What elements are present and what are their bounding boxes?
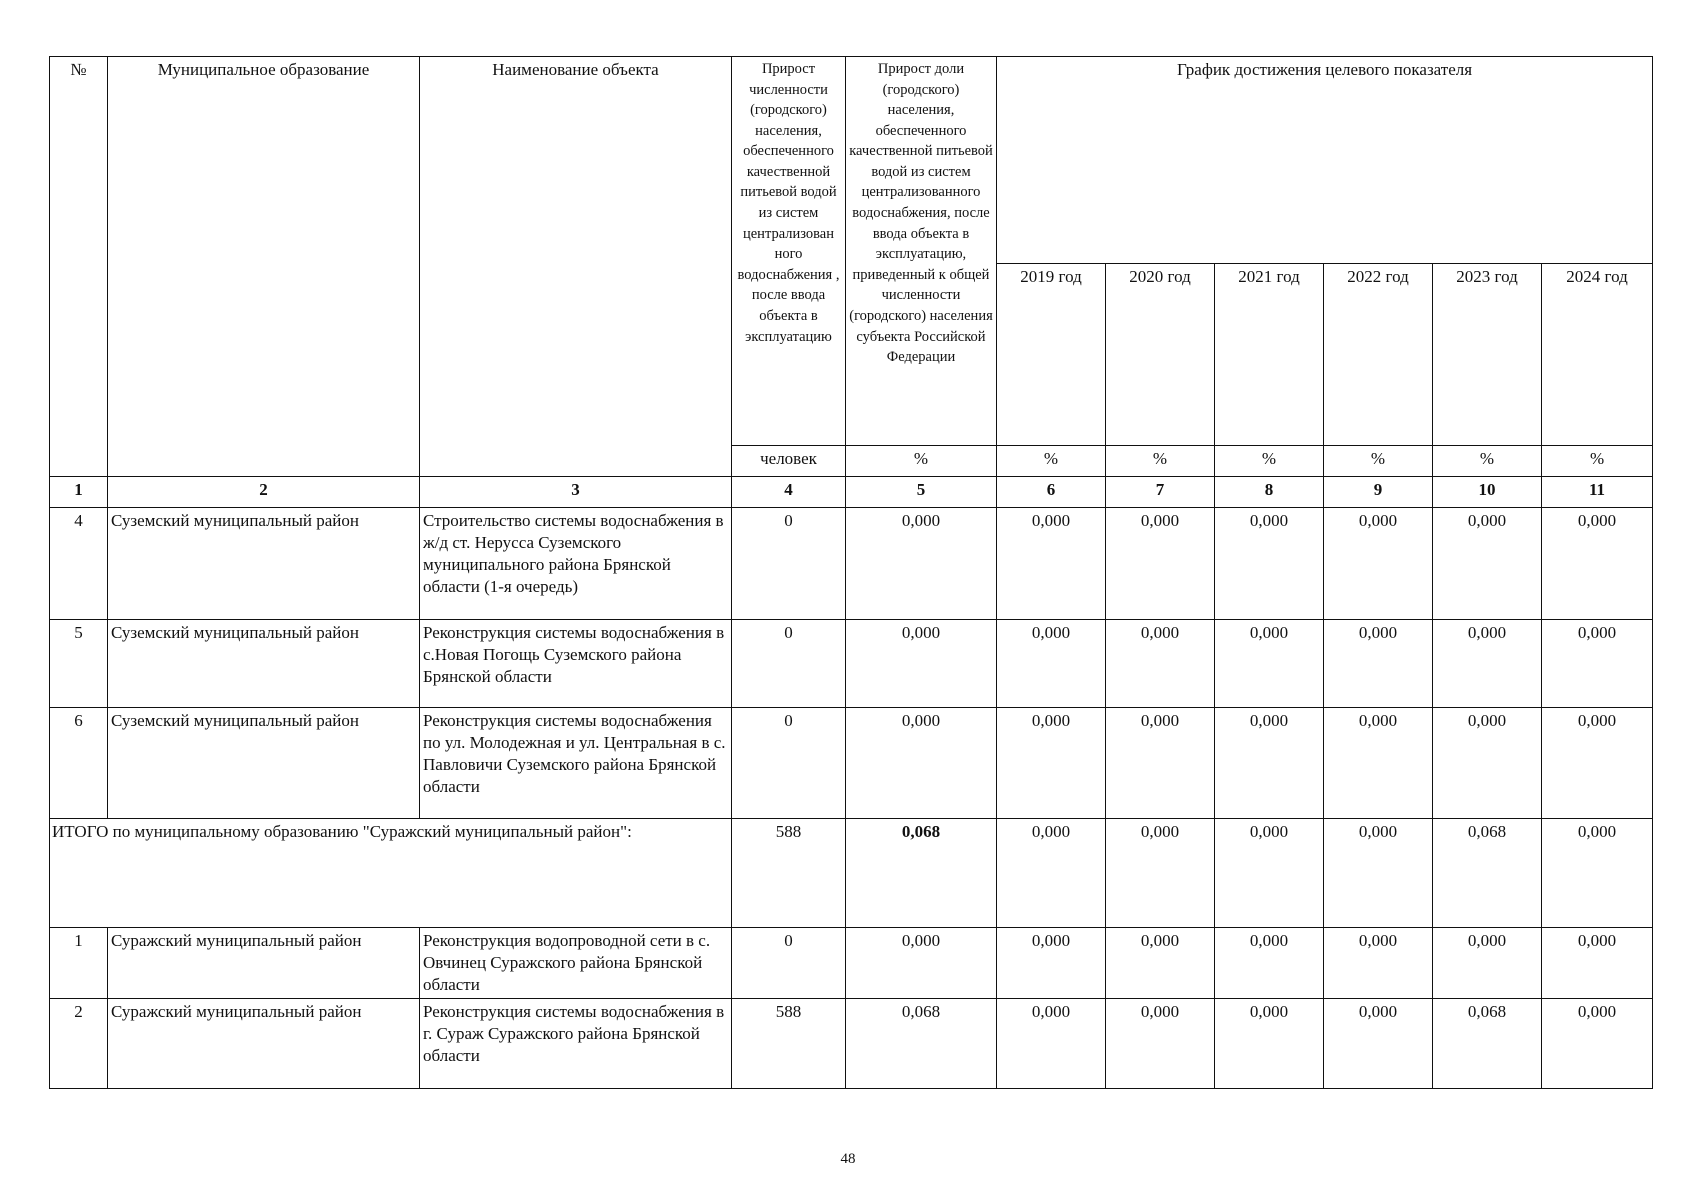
table-row — [50, 928, 1653, 999]
header-year-2019: 2019 год — [997, 264, 1106, 446]
table-row — [50, 620, 1653, 708]
row-year-value: 0,000 — [1324, 708, 1433, 819]
row-number: 1 — [50, 928, 108, 999]
row-year-value: 0,000 — [1106, 928, 1215, 999]
row-year-value: 0,000 — [1542, 620, 1653, 708]
total-label: ИТОГО по муниципальному образованию "Суражский муниципальный район": — [50, 819, 732, 928]
row-municipality: Суземский муниципальный район — [108, 508, 420, 620]
row-object: Реконструкция системы водоснабжения в г. Сураж Суражского района Брянской области — [420, 999, 732, 1089]
row-year-value: 0,068 — [1433, 999, 1542, 1089]
row-year-value: 0,000 — [1215, 928, 1324, 999]
total-row — [50, 819, 1653, 928]
row-number: 5 — [50, 620, 108, 708]
page-number: 48 — [840, 1151, 856, 1167]
column-number: 9 — [1324, 477, 1433, 508]
header-year-2020: 2020 год — [1106, 264, 1215, 446]
header-object-name: Наименование объекта — [420, 57, 732, 477]
row-year-value: 0,000 — [1215, 708, 1324, 819]
row-year-value: 0,000 — [1106, 708, 1215, 819]
unit-percent: % — [1433, 446, 1542, 477]
row-year-value: 0,000 — [1215, 999, 1324, 1089]
row-year-value: 0,000 — [1215, 508, 1324, 620]
header-year-2023: 2023 год — [1433, 264, 1542, 446]
table-row — [50, 508, 1653, 620]
header-year-2021: 2021 год — [1215, 264, 1324, 446]
row-year-value: 0,000 — [997, 928, 1106, 999]
header-number: № — [50, 57, 108, 477]
row-year-value: 0,000 — [1106, 999, 1215, 1089]
row-people: 0 — [732, 928, 846, 999]
row-year-value: 0,000 — [997, 999, 1106, 1089]
unit-people: человек — [732, 446, 846, 477]
column-number: 10 — [1433, 477, 1542, 508]
header-year-2022: 2022 год — [1324, 264, 1433, 446]
total-year-value: 0,000 — [1542, 819, 1653, 928]
row-year-value: 0,000 — [1106, 620, 1215, 708]
total-share: 0,068 — [846, 819, 997, 928]
header-share-growth: Прирост доли (городского) населения, обеспеченного качественной питьевой водой из систем централизованного водоснабжения, после ввода объекта в эксплуатацию, приведенный к общей численности (городского) населения субъекта Российской Федерации — [846, 57, 997, 446]
total-year-value: 0,068 — [1433, 819, 1542, 928]
column-number: 7 — [1106, 477, 1215, 508]
column-number: 2 — [108, 477, 420, 508]
row-number: 6 — [50, 708, 108, 819]
row-year-value: 0,000 — [1433, 708, 1542, 819]
row-year-value: 0,000 — [1433, 620, 1542, 708]
row-share: 0,000 — [846, 928, 997, 999]
row-object: Реконструкция водопроводной сети в с. Овчинец Суражского района Брянской области — [420, 928, 732, 999]
column-number-row — [50, 477, 1653, 508]
row-year-value: 0,000 — [997, 620, 1106, 708]
row-people: 0 — [732, 708, 846, 819]
row-people: 588 — [732, 999, 846, 1089]
row-year-value: 0,000 — [1542, 928, 1653, 999]
row-municipality: Суземский муниципальный район — [108, 708, 420, 819]
row-share: 0,000 — [846, 620, 997, 708]
row-share: 0,000 — [846, 508, 997, 620]
row-year-value: 0,000 — [1324, 928, 1433, 999]
row-year-value: 0,000 — [1106, 508, 1215, 620]
table-row — [50, 999, 1653, 1089]
row-year-value: 0,000 — [997, 508, 1106, 620]
row-share: 0,068 — [846, 999, 997, 1089]
table-row — [50, 708, 1653, 819]
column-number: 5 — [846, 477, 997, 508]
header-year-2024: 2024 год — [1542, 264, 1653, 446]
total-year-value: 0,000 — [1324, 819, 1433, 928]
column-number: 11 — [1542, 477, 1653, 508]
row-municipality: Суражский муниципальный район — [108, 999, 420, 1089]
row-year-value: 0,000 — [1542, 999, 1653, 1089]
unit-percent: % — [1215, 446, 1324, 477]
total-year-value: 0,000 — [1106, 819, 1215, 928]
row-year-value: 0,000 — [1433, 928, 1542, 999]
header-population-growth: Прирост численности (городского) населения, обеспеченного качественной питьевой водой из систем централизован ного водоснабжения , после ввода объекта в эксплуатацию — [732, 57, 846, 446]
row-number: 2 — [50, 999, 108, 1089]
row-year-value: 0,000 — [1324, 999, 1433, 1089]
row-object: Реконструкция системы водоснабжения по ул. Молодежная и ул. Центральная в с. Павловичи Суземского района Брянской области — [420, 708, 732, 819]
row-municipality: Суземский муниципальный район — [108, 620, 420, 708]
unit-percent: % — [1324, 446, 1433, 477]
row-object: Реконструкция системы водоснабжения в с.Новая Погощь Суземского района Брянской области — [420, 620, 732, 708]
row-year-value: 0,000 — [1215, 620, 1324, 708]
unit-percent: % — [1106, 446, 1215, 477]
row-people: 0 — [732, 508, 846, 620]
row-people: 0 — [732, 620, 846, 708]
header-schedule: График достижения целевого показателя — [997, 57, 1653, 264]
row-year-value: 0,000 — [1324, 508, 1433, 620]
unit-percent: % — [1542, 446, 1653, 477]
row-year-value: 0,000 — [1542, 508, 1653, 620]
total-year-value: 0,000 — [1215, 819, 1324, 928]
unit-percent: % — [997, 446, 1106, 477]
unit-percent: % — [846, 446, 997, 477]
total-people: 588 — [732, 819, 846, 928]
column-number: 3 — [420, 477, 732, 508]
target-indicator-table — [49, 56, 1653, 1089]
column-number: 6 — [997, 477, 1106, 508]
header-municipality: Муниципальное образование — [108, 57, 420, 477]
row-municipality: Суражский муниципальный район — [108, 928, 420, 999]
row-number: 4 — [50, 508, 108, 620]
total-year-value: 0,000 — [997, 819, 1106, 928]
row-share: 0,000 — [846, 708, 997, 819]
column-number: 4 — [732, 477, 846, 508]
row-object: Строительство системы водоснабжения в ж/д ст. Нерусса Суземского муниципального района Брянской области (1-я очередь) — [420, 508, 732, 620]
column-number: 1 — [50, 477, 108, 508]
row-year-value: 0,000 — [1542, 708, 1653, 819]
row-year-value: 0,000 — [1433, 508, 1542, 620]
row-year-value: 0,000 — [1324, 620, 1433, 708]
row-year-value: 0,000 — [997, 708, 1106, 819]
column-number: 8 — [1215, 477, 1324, 508]
